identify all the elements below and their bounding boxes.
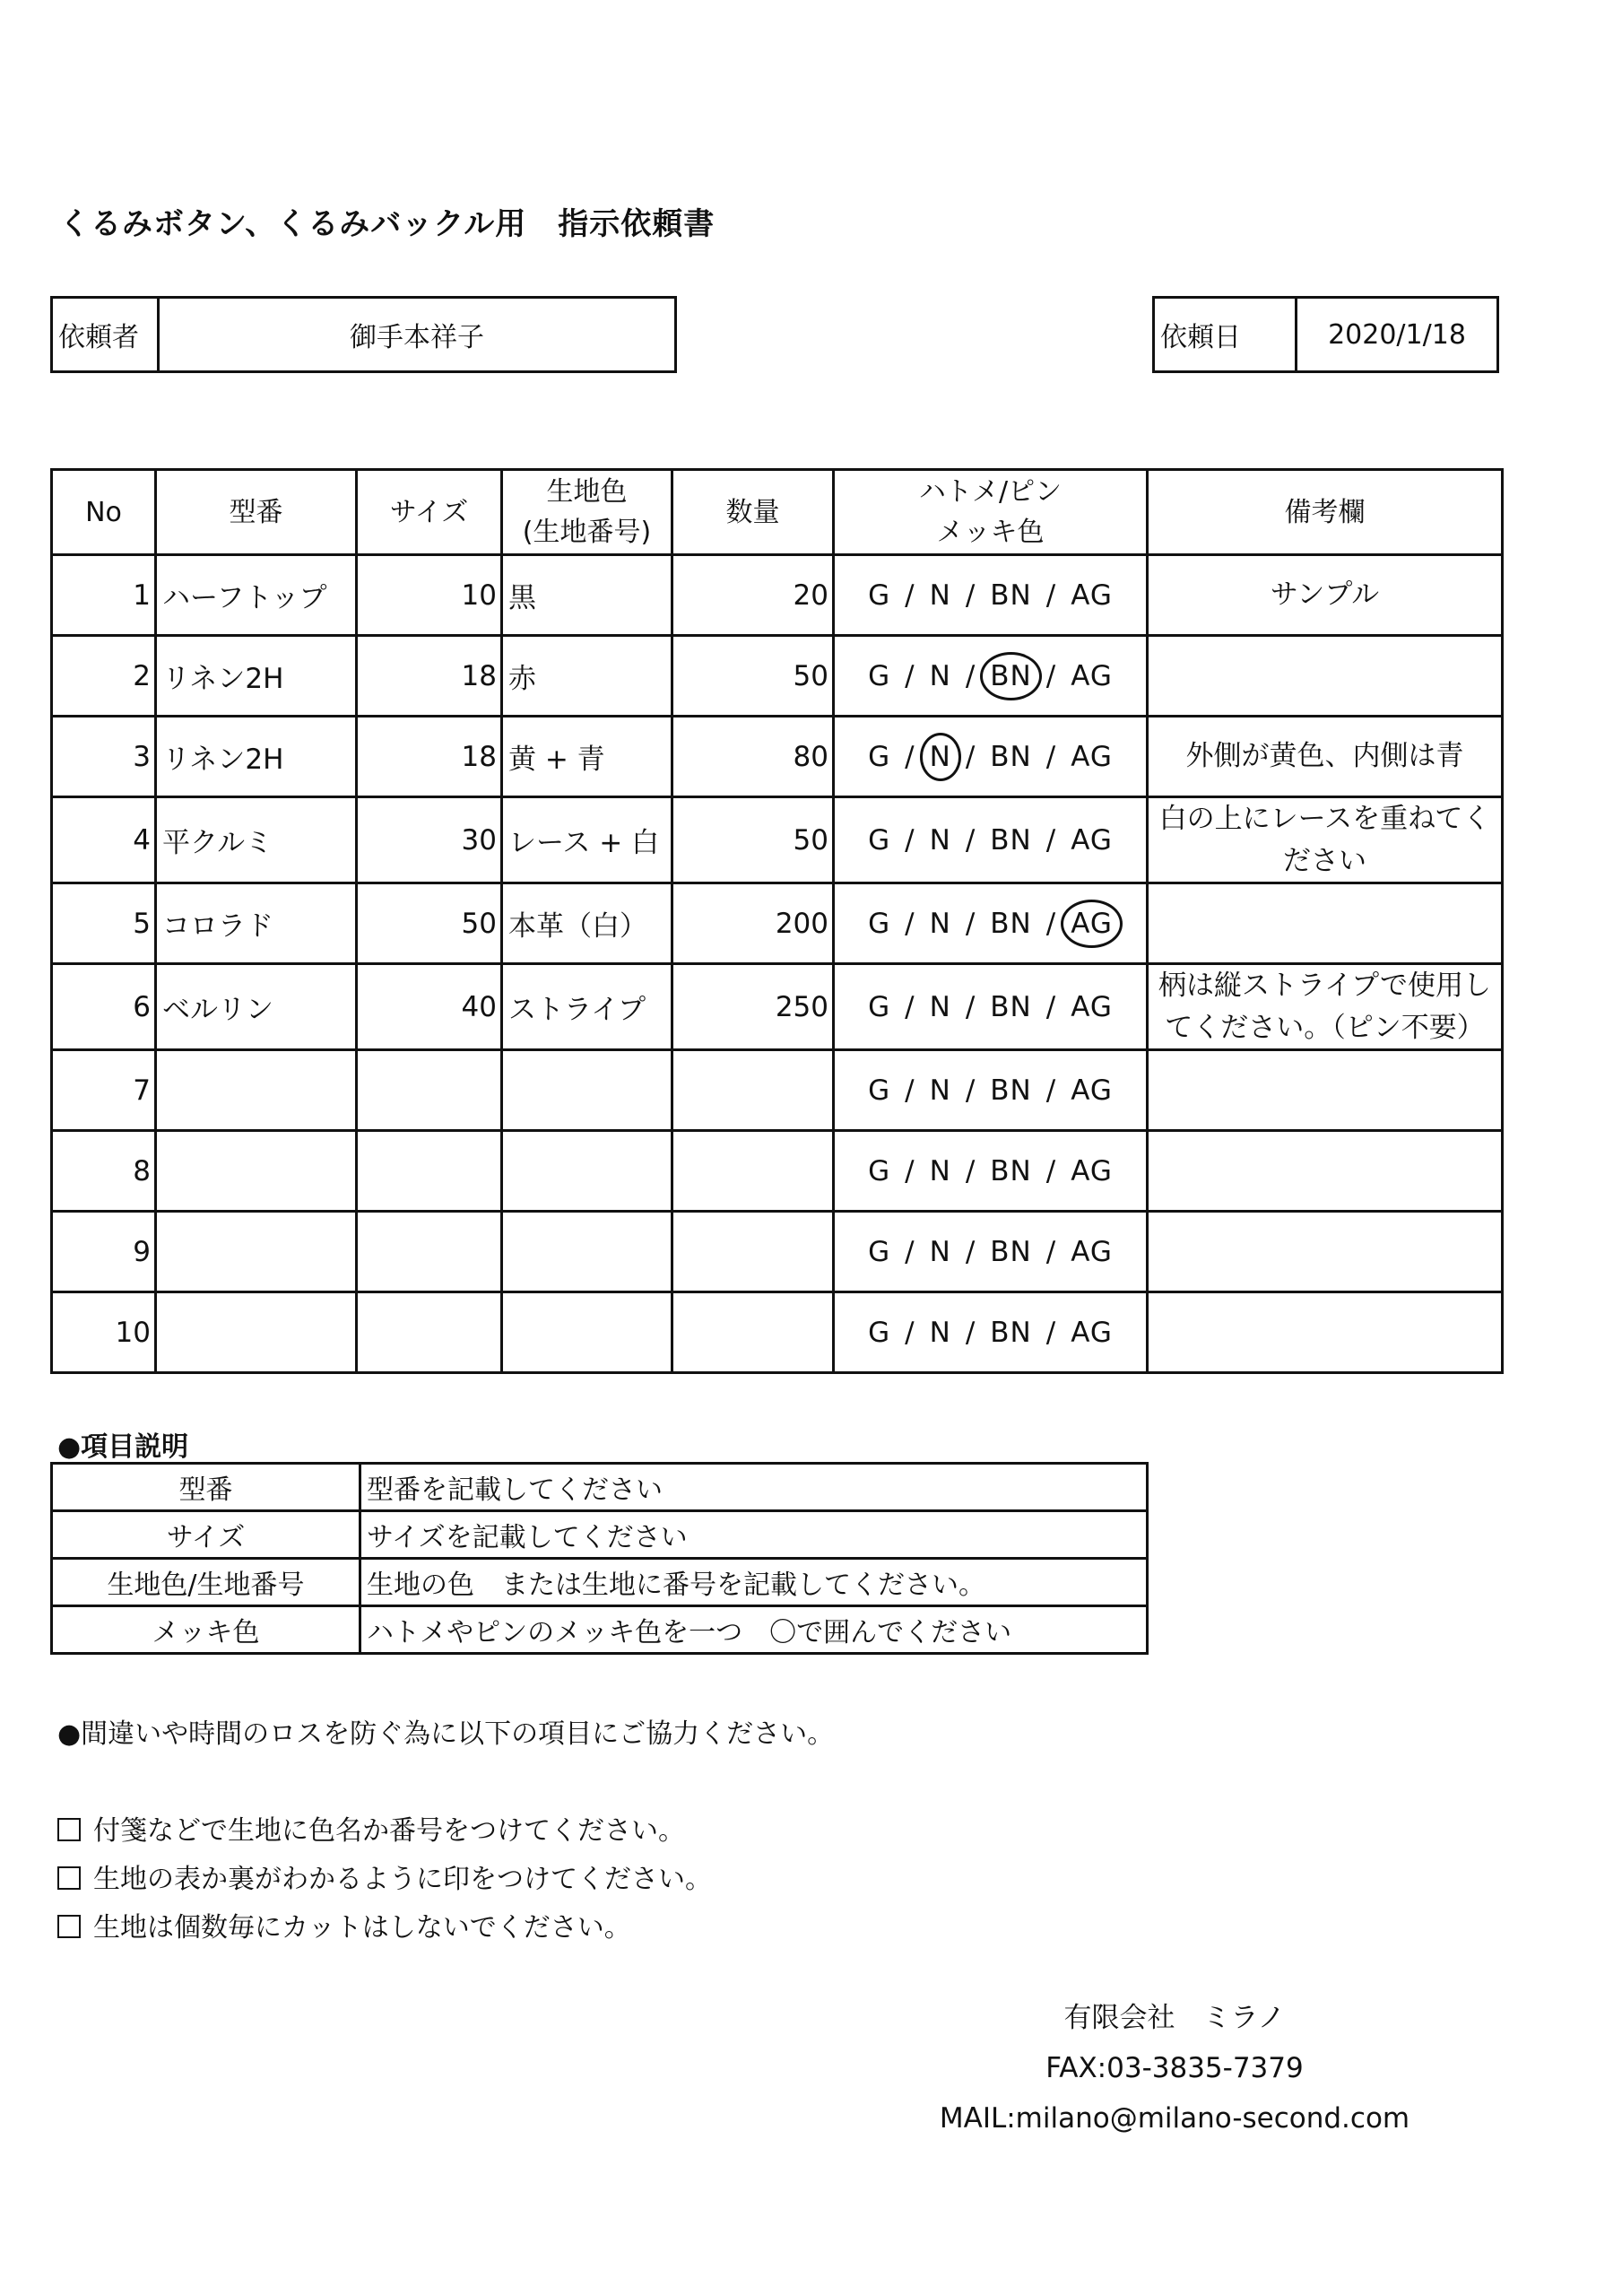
- cell-model[interactable]: [156, 1212, 357, 1292]
- cell-quantity[interactable]: [672, 1292, 834, 1373]
- legend-title: ●項目説明: [57, 1431, 189, 1463]
- cell-quantity[interactable]: [672, 1050, 834, 1131]
- plating-separator: /: [905, 1154, 915, 1187]
- cell-no[interactable]: 2: [52, 636, 156, 717]
- cell-quantity[interactable]: 50: [672, 797, 834, 883]
- cell-fabric-color[interactable]: 赤: [502, 636, 672, 717]
- table-row: [52, 555, 1503, 636]
- plating-separator: /: [905, 990, 915, 1023]
- plating-option-bn[interactable]: BN: [990, 1154, 1032, 1187]
- col-plating-line1: ハトメ/ピン: [918, 476, 1063, 508]
- plating-option-n[interactable]: N: [929, 578, 951, 612]
- plating-option-bn[interactable]: BN: [990, 740, 1032, 773]
- cell-quantity[interactable]: 250: [672, 964, 834, 1050]
- plating-separator: /: [965, 1235, 976, 1268]
- plating-option-n[interactable]: N: [929, 990, 951, 1023]
- cell-fabric-color[interactable]: [502, 1050, 672, 1131]
- order-table: [50, 468, 1504, 1374]
- document-title: くるみボタン、くるみバックル用 指示依頼書: [59, 206, 716, 242]
- cell-remarks[interactable]: [1148, 1212, 1503, 1292]
- cell-plating: [834, 1050, 1148, 1131]
- cell-fabric-color[interactable]: レース + 白: [502, 797, 672, 883]
- cell-quantity[interactable]: 20: [672, 555, 834, 636]
- cell-quantity[interactable]: [672, 1212, 834, 1292]
- plating-option-ag[interactable]: AG: [1071, 740, 1113, 773]
- plating-option-ag[interactable]: AG: [1071, 1154, 1113, 1187]
- plating-separator: /: [905, 1074, 915, 1107]
- cell-remarks[interactable]: 白の上にレースを重ねてください: [1148, 797, 1503, 883]
- cell-remarks[interactable]: [1148, 1131, 1503, 1212]
- plating-separator: /: [905, 659, 915, 692]
- col-no: No: [52, 470, 156, 555]
- table-row: [52, 797, 1503, 883]
- col-plating: [834, 470, 1148, 555]
- cell-remarks[interactable]: [1148, 636, 1503, 717]
- plating-option-bn[interactable]: BN: [990, 1235, 1032, 1268]
- cell-quantity[interactable]: 50: [672, 636, 834, 717]
- plating-option-ag[interactable]: AG: [1071, 990, 1113, 1023]
- cell-size[interactable]: 40: [357, 964, 502, 1050]
- col-quantity: 数量: [672, 470, 834, 555]
- cell-size[interactable]: 10: [357, 555, 502, 636]
- cell-model[interactable]: リネン2H: [156, 717, 357, 797]
- legend-desc: 生地の色 または生地に番号を記載してください。: [360, 1559, 1148, 1606]
- cell-model[interactable]: [156, 1292, 357, 1373]
- plating-option-g[interactable]: G: [868, 659, 891, 692]
- cell-no[interactable]: 6: [52, 964, 156, 1050]
- company-mail: MAIL:milano@milano-second.com: [939, 2102, 1410, 2135]
- col-fabric-color: [502, 470, 672, 555]
- table-row: [52, 636, 1503, 717]
- plating-option-g[interactable]: G: [868, 823, 891, 857]
- cell-size[interactable]: 30: [357, 797, 502, 883]
- plating-separator: /: [905, 740, 915, 773]
- cell-plating: [834, 1212, 1148, 1292]
- date-label: 依頼日: [1154, 298, 1297, 372]
- plating-option-ag[interactable]: AG: [1071, 1316, 1113, 1349]
- cell-no[interactable]: 9: [52, 1212, 156, 1292]
- plating-separator: /: [1045, 907, 1057, 940]
- cell-size[interactable]: [357, 1292, 502, 1373]
- plating-option-bn[interactable]: BN: [990, 907, 1032, 940]
- legend-desc: ハトメやピンのメッキ色を一つ 〇で囲んでください: [360, 1606, 1148, 1654]
- cell-model[interactable]: コロラド: [156, 883, 357, 964]
- cell-no[interactable]: 7: [52, 1050, 156, 1131]
- cell-quantity[interactable]: 80: [672, 717, 834, 797]
- checklist-item: [57, 1856, 712, 1904]
- plating-option-bn[interactable]: BN: [990, 659, 1032, 692]
- cell-model[interactable]: [156, 1131, 357, 1212]
- col-plating-line2: メッキ色: [936, 517, 1045, 548]
- cell-remarks[interactable]: 外側が黄色、内側は青: [1148, 717, 1503, 797]
- plating-option-g[interactable]: G: [868, 1235, 891, 1268]
- cell-remarks[interactable]: サンプル: [1148, 555, 1503, 636]
- cell-fabric-color[interactable]: [502, 1131, 672, 1212]
- cell-quantity[interactable]: [672, 1131, 834, 1212]
- legend-table: [50, 1462, 1149, 1655]
- plating-option-g[interactable]: G: [868, 990, 891, 1023]
- checklist: [57, 1807, 712, 1952]
- checklist-item: [57, 1904, 712, 1952]
- cell-fabric-color[interactable]: ストライプ: [502, 964, 672, 1050]
- col-size: サイズ: [357, 470, 502, 555]
- plating-separator: /: [905, 823, 915, 857]
- checklist-text: 付箋などで生地に色名か番号をつけてください。: [93, 1815, 685, 1847]
- cell-no[interactable]: 10: [52, 1292, 156, 1373]
- plating-option-bn[interactable]: BN: [990, 990, 1032, 1023]
- plating-separator: /: [1045, 578, 1057, 612]
- legend-row: [52, 1606, 1148, 1654]
- checklist-text: 生地の表か裏がわかるように印をつけてください。: [93, 1864, 712, 1895]
- cell-remarks[interactable]: [1148, 883, 1503, 964]
- header-gap: [676, 298, 1154, 372]
- cell-plating: [834, 797, 1148, 883]
- plating-option-n[interactable]: N: [929, 907, 951, 940]
- cell-size[interactable]: [357, 1050, 502, 1131]
- legend-row: [52, 1559, 1148, 1606]
- plating-option-bn[interactable]: BN: [990, 823, 1032, 857]
- plating-option-bn[interactable]: BN: [990, 578, 1032, 612]
- plating-option-g[interactable]: G: [868, 740, 891, 773]
- cell-plating: [834, 883, 1148, 964]
- cell-size[interactable]: 18: [357, 636, 502, 717]
- plating-option-n[interactable]: N: [929, 1154, 951, 1187]
- plating-option-g[interactable]: G: [868, 578, 891, 612]
- cell-model[interactable]: ベルリン: [156, 964, 357, 1050]
- legend-item: メッキ色: [52, 1606, 360, 1654]
- checklist-text: 生地は個数毎にカットはしないでください。: [93, 1912, 631, 1944]
- table-row: [52, 1212, 1503, 1292]
- legend-desc: 型番を記載してください: [360, 1464, 1148, 1511]
- cell-remarks[interactable]: 柄は縦ストライプで使用してください。（ピン不要）: [1148, 964, 1503, 1050]
- plating-option-bn[interactable]: BN: [990, 1316, 1032, 1349]
- plating-separator: /: [965, 578, 976, 612]
- plating-separator: /: [965, 1154, 976, 1187]
- cell-fabric-color[interactable]: [502, 1292, 672, 1373]
- plating-separator: /: [1045, 1074, 1057, 1107]
- cell-model[interactable]: 平クルミ: [156, 797, 357, 883]
- plating-separator: /: [1045, 740, 1057, 773]
- col-fabric-color-line1: 生地色: [546, 476, 628, 508]
- cell-fabric-color[interactable]: 本革（白）: [502, 883, 672, 964]
- cell-fabric-color[interactable]: 黒: [502, 555, 672, 636]
- plating-option-g[interactable]: G: [868, 907, 891, 940]
- company-name: 有限会社 ミラノ: [1063, 2002, 1286, 2034]
- cell-model[interactable]: リネン2H: [156, 636, 357, 717]
- plating-option-n[interactable]: N: [929, 1235, 951, 1268]
- cell-no[interactable]: 8: [52, 1131, 156, 1212]
- checkbox-icon[interactable]: [57, 1915, 81, 1938]
- plating-separator: /: [965, 740, 976, 773]
- plating-separator: /: [965, 823, 976, 857]
- requester-table: [50, 296, 1499, 373]
- plating-option-n[interactable]: N: [929, 1316, 951, 1349]
- requester-label: 依頼者: [52, 298, 159, 372]
- cell-size[interactable]: [357, 1212, 502, 1292]
- checkbox-icon[interactable]: [57, 1866, 81, 1890]
- plating-separator: /: [1045, 1316, 1057, 1349]
- cell-plating: [834, 964, 1148, 1050]
- plating-option-g[interactable]: G: [868, 1316, 891, 1349]
- plating-separator: /: [905, 907, 915, 940]
- legend-desc: サイズを記載してください: [360, 1511, 1148, 1559]
- plating-option-ag[interactable]: AG: [1071, 907, 1113, 940]
- table-row: [52, 883, 1503, 964]
- plating-option-ag[interactable]: AG: [1071, 1074, 1113, 1107]
- cell-no[interactable]: 1: [52, 555, 156, 636]
- cell-quantity[interactable]: 200: [672, 883, 834, 964]
- cell-plating: [834, 555, 1148, 636]
- company-fax: FAX:03-3835-7379: [1045, 2052, 1304, 2084]
- plating-option-ag[interactable]: AG: [1071, 578, 1113, 612]
- cell-plating: [834, 1292, 1148, 1373]
- table-row: [52, 1050, 1503, 1131]
- plating-option-n[interactable]: N: [929, 1074, 951, 1107]
- plating-option-n[interactable]: N: [929, 823, 951, 857]
- plating-separator: /: [965, 990, 976, 1023]
- date-value: 2020/1/18: [1297, 298, 1498, 372]
- plating-separator: /: [1045, 659, 1057, 692]
- company-info: [932, 1993, 1417, 2144]
- checklist-item: [57, 1807, 712, 1856]
- legend-row: [52, 1464, 1148, 1511]
- plating-option-g[interactable]: G: [868, 1074, 891, 1107]
- cell-no[interactable]: 5: [52, 883, 156, 964]
- plating-separator: /: [1045, 823, 1057, 857]
- plating-separator: /: [965, 907, 976, 940]
- table-header-row: [52, 470, 1503, 555]
- plating-option-ag[interactable]: AG: [1071, 659, 1113, 692]
- plating-separator: /: [1045, 1235, 1057, 1268]
- plating-separator: /: [965, 1316, 976, 1349]
- plating-option-n[interactable]: N: [929, 740, 951, 773]
- cell-size[interactable]: 18: [357, 717, 502, 797]
- notice-text: ●間違いや時間のロスを防ぐ為に以下の項目にご協力ください。: [57, 1718, 835, 1750]
- col-fabric-color-line2: (生地番号): [522, 517, 652, 548]
- table-row: [52, 1131, 1503, 1212]
- legend-item: 型番: [52, 1464, 360, 1511]
- cell-remarks[interactable]: [1148, 1292, 1503, 1373]
- plating-option-g[interactable]: G: [868, 1154, 891, 1187]
- table-row: [52, 1292, 1503, 1373]
- plating-separator: /: [905, 1235, 915, 1268]
- legend-row: [52, 1511, 1148, 1559]
- plating-separator: /: [905, 578, 915, 612]
- requester-value: 御手本祥子: [159, 298, 676, 372]
- legend-item: 生地色/生地番号: [52, 1559, 360, 1606]
- plating-option-bn[interactable]: BN: [990, 1074, 1032, 1107]
- plating-separator: /: [905, 1316, 915, 1349]
- cell-no[interactable]: 3: [52, 717, 156, 797]
- plating-option-ag[interactable]: AG: [1071, 823, 1113, 857]
- legend-item: サイズ: [52, 1511, 360, 1559]
- cell-plating: [834, 717, 1148, 797]
- cell-no[interactable]: 4: [52, 797, 156, 883]
- table-row: [52, 964, 1503, 1050]
- plating-separator: /: [1045, 990, 1057, 1023]
- cell-model[interactable]: [156, 1050, 357, 1131]
- cell-plating: [834, 1131, 1148, 1212]
- checkbox-icon[interactable]: [57, 1818, 81, 1841]
- plating-option-ag[interactable]: AG: [1071, 1235, 1113, 1268]
- cell-remarks[interactable]: [1148, 1050, 1503, 1131]
- plating-separator: /: [965, 659, 976, 692]
- plating-separator: /: [1045, 1154, 1057, 1187]
- col-model: 型番: [156, 470, 357, 555]
- cell-size[interactable]: 50: [357, 883, 502, 964]
- plating-separator: /: [965, 1074, 976, 1107]
- cell-fabric-color[interactable]: [502, 1212, 672, 1292]
- cell-size[interactable]: [357, 1131, 502, 1212]
- plating-option-n[interactable]: N: [929, 659, 951, 692]
- cell-plating: [834, 636, 1148, 717]
- cell-model[interactable]: ハーフトップ: [156, 555, 357, 636]
- table-row: [52, 717, 1503, 797]
- cell-fabric-color[interactable]: 黄 + 青: [502, 717, 672, 797]
- col-remarks: 備考欄: [1148, 470, 1503, 555]
